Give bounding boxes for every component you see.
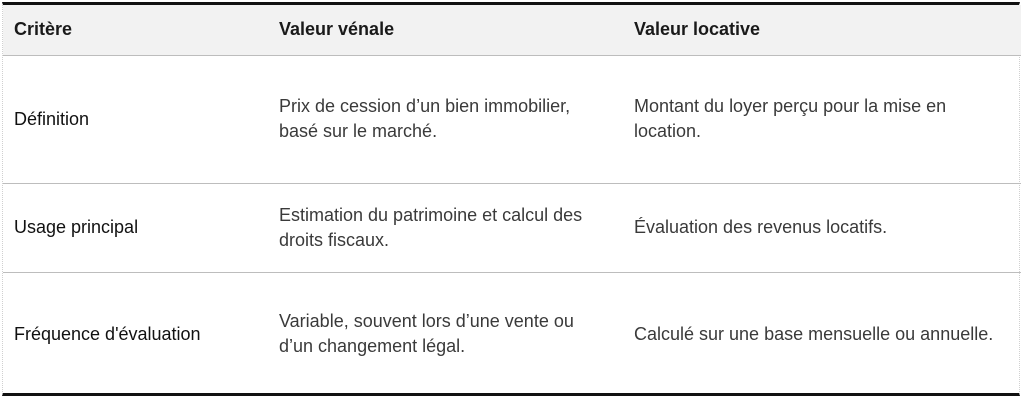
cell-critere: Fréquence d'évaluation <box>14 323 201 344</box>
comparison-table <box>2 2 1020 396</box>
cell-valeur-venale: Variable, souvent lors d’une vente ou d’un changement légal. <box>279 311 574 357</box>
header-valeur-venale: Valeur vénale <box>267 5 628 55</box>
table-body <box>3 55 1021 396</box>
cell-valeur-locative: Calculé sur une base mensuelle ou annuelle. <box>634 323 994 344</box>
table-row <box>3 55 1021 183</box>
comparison-table-grid <box>3 5 1021 396</box>
cell-valeur-locative: Évaluation des revenus locatifs. <box>628 183 1021 272</box>
cell-valeur-venale: Prix de cession d’un bien immobilier, basé sur le marché. <box>267 55 628 183</box>
cell-critere: Usage principal <box>3 183 267 272</box>
header-critere: Critère <box>3 5 267 55</box>
cell-valeur-venale: Estimation du patrimoine et calcul des droits fiscaux. <box>267 183 628 272</box>
cell-critere: Définition <box>3 55 267 183</box>
cell-valeur-locative: Montant du loyer perçu pour la mise en location. <box>628 55 1021 183</box>
header-valeur-locative: Valeur locative <box>628 5 1021 55</box>
table-row <box>3 272 1021 396</box>
table-header <box>3 5 1021 55</box>
table-header-row <box>3 5 1021 55</box>
table-row <box>3 183 1021 272</box>
